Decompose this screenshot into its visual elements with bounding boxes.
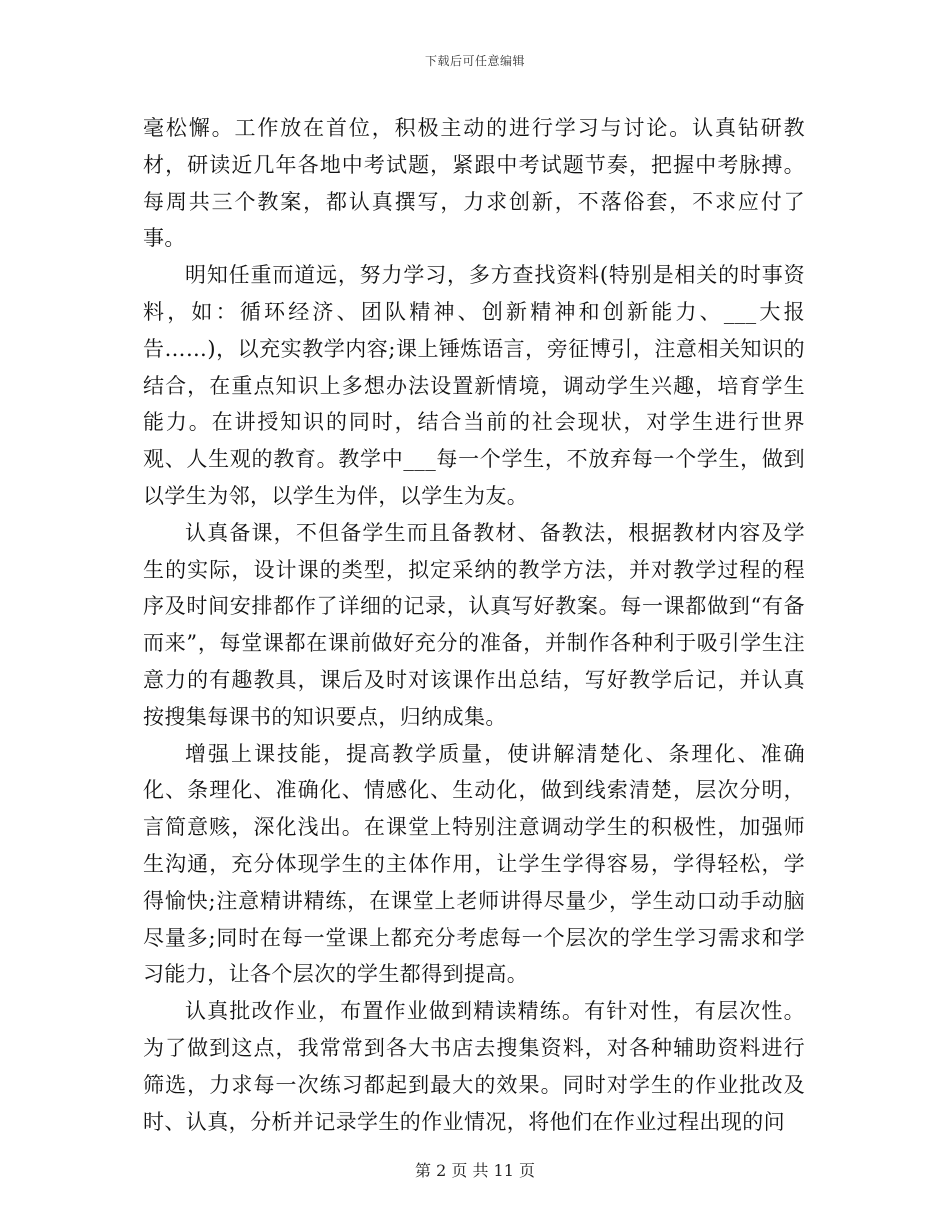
paragraph-teaching-skills: 增强上课技能，提高教学质量，使讲解清楚化、条理化、准确化、条理化、准确化、情感化、生动化，做到线索清楚，层次分明，言简意赅，深化浅出。在课堂上特别注意调动学生的积极性，加强师生沟通，充分体现学生的主体作用，让学生学得容易，学得轻松，学得愉快;注意精讲精练，在课堂上老师讲得尽量少，学生动口动手动脑尽量多;同时在每一堂课上都充分考虑每一个层次的学生学习需求和学习能力，让各个层次的学生都得到提高。 bbox=[143, 741, 805, 987]
paragraph-lesson-prep: 认真备课，不但备学生而且备教材、备教法，根据教材内容及学生的实际，设计课的类型，拟定采纳的教学方法，并对教学过程的程序及时间安排都作了详细的记录，认真写好教案。每一课都做到“有备而来”，每堂课都在课前做好充分的准备，并制作各种利于吸引学生注意力的有趣教具，课后及时对该课作出总结，写好教学后记，并认真按搜集每课书的知识要点，归纳成集。 bbox=[143, 520, 805, 729]
page-number-footer: 第 2 页 共 11 页 bbox=[415, 1161, 535, 1180]
document-body bbox=[143, 110, 805, 1140]
page-header: 下载后可任意编辑 bbox=[424, 54, 525, 68]
paragraph-homework: 认真批改作业，布置作业做到精读精练。有针对性，有层次性。为了做到这点，我常常到各大书店去搜集资料，对各种辅助资料进行筛选，力求每一次练习都起到最大的效果。同时对学生的作业批改及时、认真，分析并记录学生的作业情况，将他们在作业过程出现的问 bbox=[143, 999, 805, 1134]
paragraph-continuation: 毫松懈。工作放在首位，积极主动的进行学习与讨论。认真钻研教材，研读近几年各地中考试题，紧跟中考试题节奏，把握中考脉搏。每周共三个教案，都认真撰写，力求创新，不落俗套，不求应付了事。 bbox=[143, 116, 805, 251]
paragraph-study: 明知任重而道远，努力学习，多方查找资料(特别是相关的时事资料，如：循环经济、团队精神、创新精神和创新能力、___大报告……)，以充实教学内容;课上锤炼语言，旁征博引，注意相关知识的结合，在重点知识上多想办法设置新情境，调动学生兴趣，培育学生能力。在讲授知识的同时，结合当前的社会现状，对学生进行世界观、人生观的教育。教学中___每一个学生，不放弃每一个学生，做到以学生为邻，以学生为伴，以学生为友。 bbox=[143, 263, 805, 508]
